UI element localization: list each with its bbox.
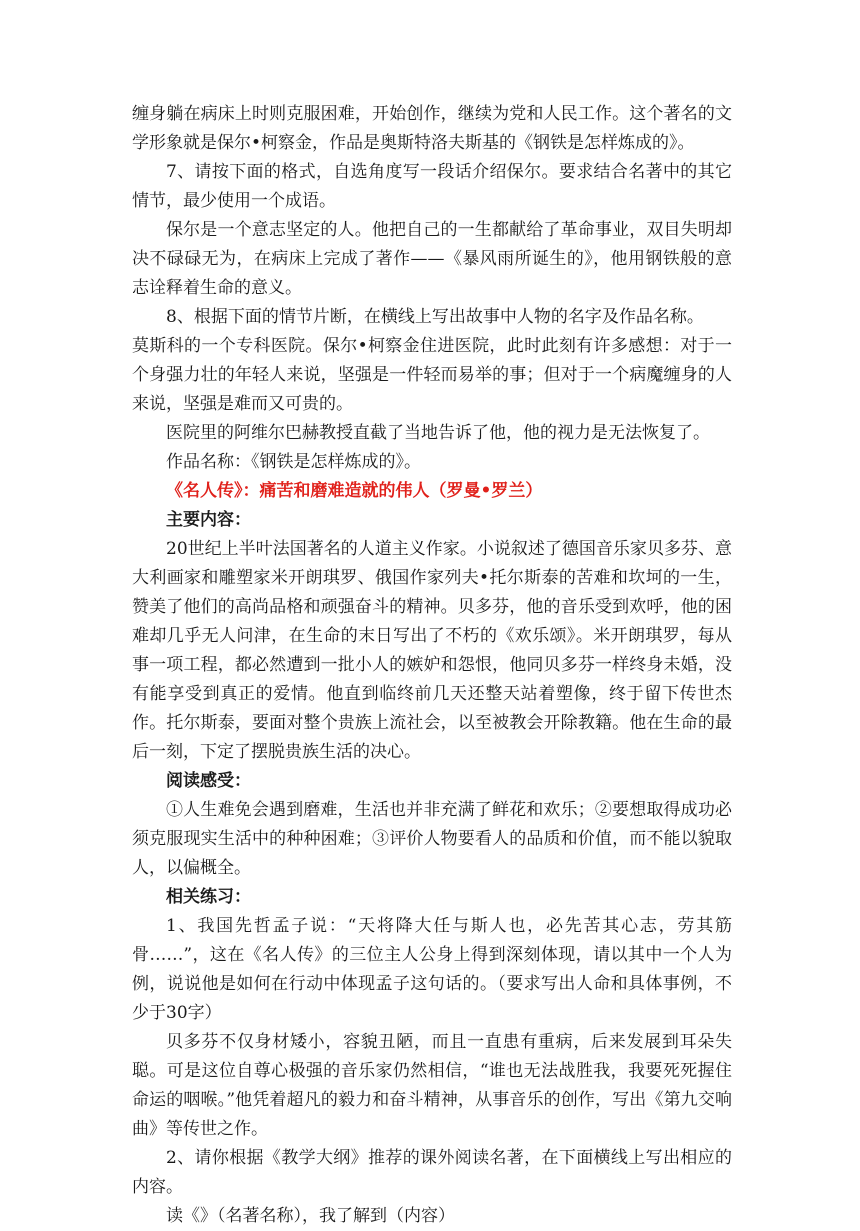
main-content-text: 20世纪上半叶法国著名的人道主义作家。小说叙述了德国音乐家贝多芬、意大利画家和雕塑家米开朗琪罗、俄国作家列夫•托尔斯泰的苦难和坎坷的一生，赞美了他们的高尚品格和顽强奋斗的精神。贝多芬，他的音乐受到欢呼，他的困难却几乎无人问津，在生命的末日写出了不朽的《欢乐颂》。米开朗琪罗，每从事一项工程，都必然遭到一批小人的嫉妒和怨恨，他同贝多芬一样终身未婚，没有能享受到真正的爱情。他直到临终前几天还整天站着塑像，终于留下传世杰作。托尔斯泰，要面对整个贵族上流社会，以至被教会开除教籍。他在生命的最后一刻，下定了摆脱贵族生活的决心。 bbox=[132, 539, 732, 762]
excerpt-hospital: 莫斯科的一个专科医院。保尔•柯察金住进医院，此时此刻有许多感想：对于一个身强力壮的年轻人来说，坚强是一件轻而易举的事；但对于一个病魔缠身的人来说，坚强是难而又可贵的。 bbox=[132, 336, 732, 414]
question-7: 7、请按下面的格式，自选角度写一段话介绍保尔。要求结合名著中的其它情节，最少使用一个成语。 bbox=[132, 162, 732, 211]
paragraph-pavel-intro: 缠身躺在病床上时则克服困难，开始创作，继续为党和人民工作。这个著名的文学形象就是保尔•柯察金，作品是奥斯特洛夫斯基的《钢铁是怎样炼成的》。 bbox=[132, 104, 732, 153]
reading-feeling-label: 阅读感受： bbox=[166, 771, 251, 791]
document-page bbox=[132, 100, 732, 1231]
practice-answer-1: 贝多芬不仅身材矮小，容貌丑陋，而且一直患有重病，后来发展到耳朵失聪。可是这位自尊心极强的音乐家仍然相信，“谁也无法战胜我，我要死死握住命运的咽喉。”他凭着超凡的毅力和奋斗精神，从事音乐的创作，写出《第九交响曲》等传世之作。 bbox=[132, 1032, 732, 1139]
section-title: 《名人传》：痛苦和磨难造就的伟人（罗曼•罗兰） bbox=[166, 481, 543, 501]
practice-question-2: 2、请你根据《教学大纲》推荐的课外阅读名著，在下面横线上写出相应的内容。 bbox=[132, 1148, 732, 1197]
practice-answer-2: 读《》（名著名称），我了解到（内容） bbox=[166, 1206, 455, 1226]
reading-feeling-text: ①人生难免会遇到磨难，生活也并非充满了鲜花和欢乐；②要想取得成功必须克服现实生活中的种种困难；③评价人物要看人的品质和价值，而不能以貌取人，以偏概全。 bbox=[132, 800, 732, 878]
work-title-answer: 作品名称：《钢铁是怎样炼成的》。 bbox=[166, 452, 421, 472]
practice-label: 相关练习： bbox=[166, 887, 251, 907]
answer-7: 保尔是一个意志坚定的人。他把自己的一生都献给了革命事业，双目失明却决不碌碌无为，在病床上完成了著作——《暴风雨所诞生的》，他用钢铁般的意志诠释着生命的意义。 bbox=[132, 220, 732, 298]
excerpt-professor: 医院里的阿维尔巴赫教授直截了当地告诉了他，他的视力是无法恢复了。 bbox=[166, 423, 710, 443]
practice-question-1: 1、我国先哲孟子说：“天将降大任与斯人也，必先苦其心志，劳其筋骨……”，这在《名人传》的三位主人公身上得到深刻体现，请以其中一个人为例，说说他是如何在行动中体现孟子这句话的。（要求写出人命和具体事例，不少于30字） bbox=[132, 916, 732, 1023]
main-content-label: 主要内容： bbox=[166, 510, 251, 530]
question-8: 8、根据下面的情节片断，在横线上写出故事中人物的名字及作品名称。 bbox=[166, 307, 704, 327]
